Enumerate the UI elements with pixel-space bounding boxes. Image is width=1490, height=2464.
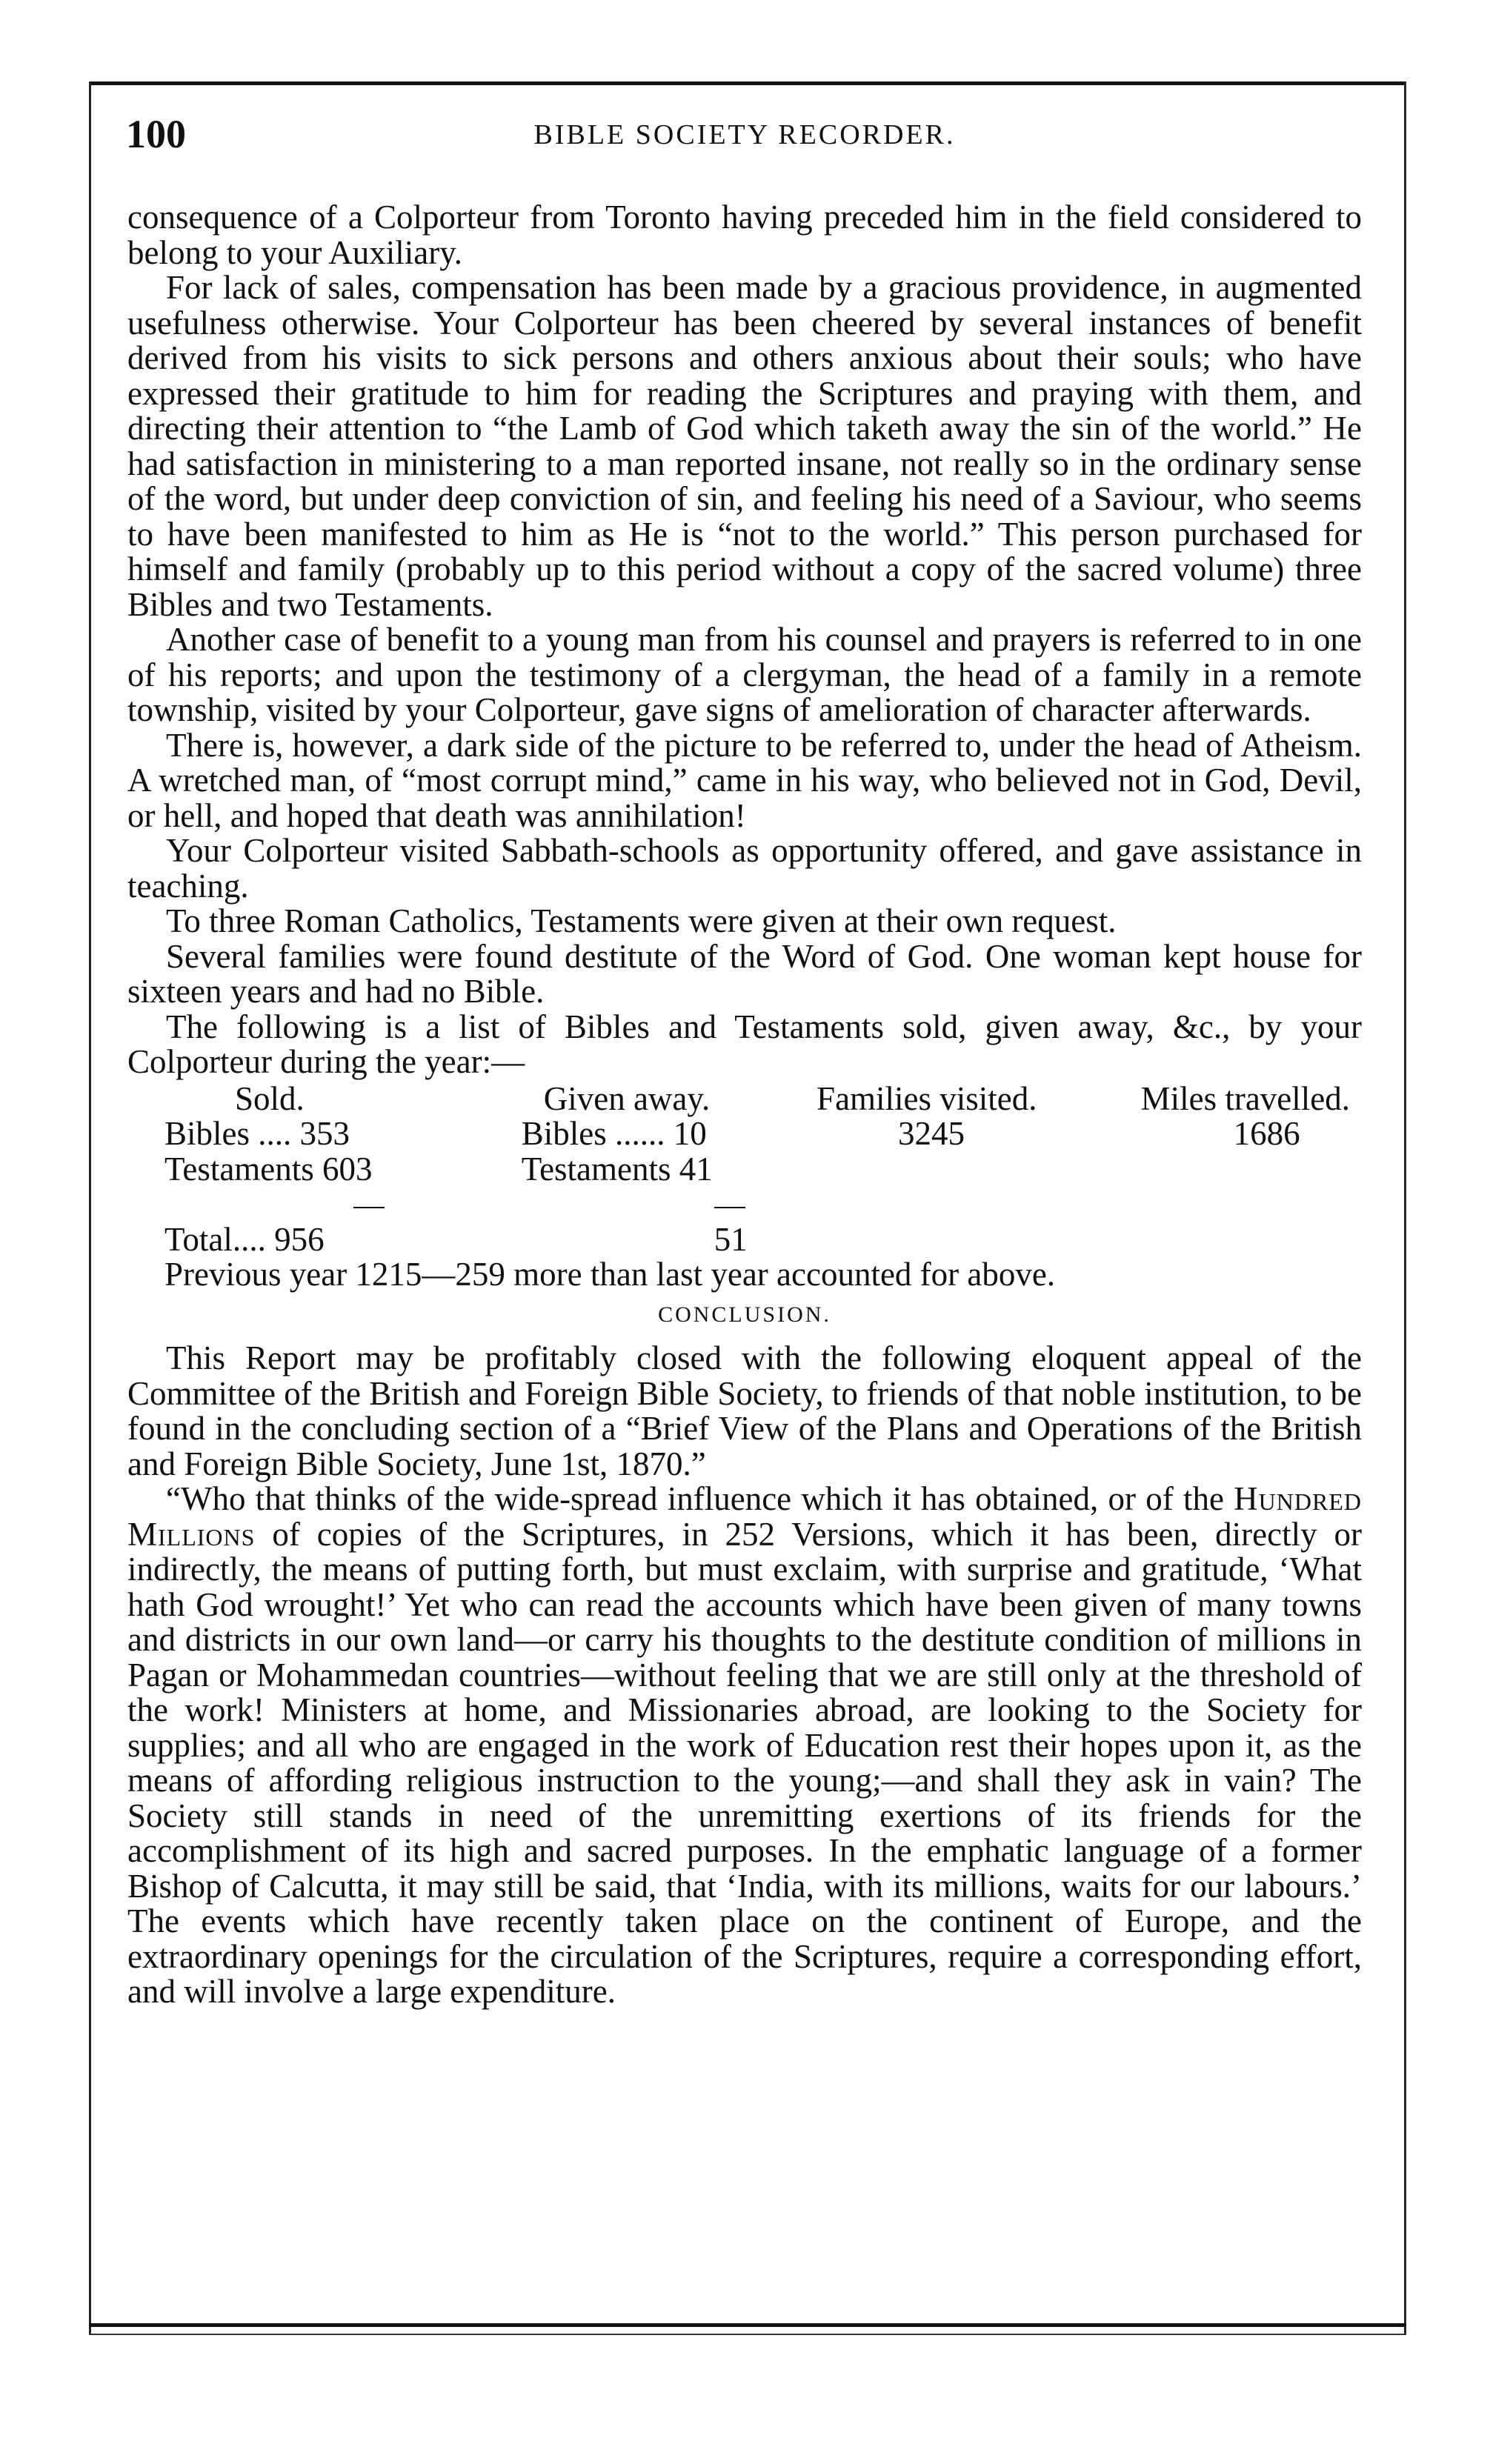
bottom-border-rule	[89, 2323, 1406, 2327]
left-border-rule	[89, 81, 91, 2334]
table-row	[164, 1152, 1350, 1188]
column-header-sold: Sold.	[235, 1079, 305, 1117]
table-total-row	[164, 1222, 1350, 1258]
running-title: BIBLE SOCIETY RECORDER.	[533, 119, 956, 150]
right-border-rule	[1404, 81, 1406, 2334]
table-cell: Total.... 956	[164, 1220, 325, 1258]
column-header-miles-travelled: Miles travelled.	[1140, 1079, 1350, 1117]
previous-year-note: Previous year 1215—259 more than last year accounted for above.	[164, 1256, 1056, 1293]
paragraph-text: “Who that thinks of the wide-spread influence which it has obtained, or of the	[166, 1480, 1234, 1517]
table-cell: Testaments 603	[164, 1150, 373, 1188]
body-text	[127, 200, 1362, 2010]
paragraph: To three Roman Catholics, Testaments were given at their own request.	[166, 902, 1117, 939]
paragraph-text: of copies of the Scriptures, in 252 Versions, which it has been, directly or indirectly, the means of putting forth, but must exclaim, with surprise and gratitude, ‘What hath God wrought!’ Yet who can read the accounts which have been given of many towns and districts in our own land—or carry his thoughts to the destitute condition of millions in Pagan or Mohammedan countries—without feeling that we are still only at the threshold of the work! Ministers at home, and Missionaries abroad, are looking to the Society for supplies; and all who are engaged in the work of Education rest their hopes upon it, as the means of affording religious instruction to the young;—and shall they ask in vain? The Society still stands in need of the unremitting exertions of its friends for the accomplishment of its high and sacred purposes. In the emphatic language of a former Bishop of Calcutta, it may still be said, that ‘India, with its millions, waits for our labours.’ The events which have recently taken place on the continent of Europe, and the extraordinary openings for the circulation of the Scriptures, require a corresponding effort, and will involve a large expenditure.	[127, 1515, 1362, 2010]
table-cell: 3245	[898, 1115, 965, 1152]
table-rule-row	[164, 1187, 1350, 1222]
table-row	[164, 1116, 1350, 1152]
paragraph: This Report may be profitably closed with the following eloquent appeal of the Committee of the British and Foreign Bible Society, to friends of that noble institution, to be found in the concluding section of a “Brief View of the Plans and Operations of the British and Foreign Bible Society, June 1st, 1870.”	[127, 1339, 1362, 1482]
colporteur-stats-table	[164, 1079, 1350, 1258]
page-number: 100	[126, 112, 186, 156]
emphasis-small-caps: Hundred Millions	[127, 1480, 1362, 1553]
table-cell: Testaments 41	[521, 1150, 713, 1188]
paragraph: Several families were found destitute of the Word of God. One woman kept house for sixteen years and had no Bible.	[127, 937, 1362, 1010]
top-border-rule	[89, 81, 1406, 85]
table-cell: Bibles ...... 10	[521, 1115, 707, 1152]
section-heading: CONCLUSION.	[658, 1302, 831, 1327]
sum-rule	[353, 1207, 385, 1208]
paragraph	[127, 1482, 1362, 2010]
paragraph: The following is a list of Bibles and Testaments sold, given away, &c., by your Colporteur during the year:—	[127, 1008, 1362, 1080]
table-cell: 51	[714, 1220, 748, 1258]
paragraph: For lack of sales, compensation has been made by a gracious providence, in augmented usefulness otherwise. Your Colporteur has been cheered by several instances of benefit derived from his visits to sick persons and others anxious about their souls; who have expressed their gratitude to him for reading the Scriptures and praying with them, and directing their attention to “the Lamb of God which taketh away the sin of the world.” He had satisfaction in ministering to a man reported insane, not really so in the ordinary sense of the word, but under deep conviction of sin, and feeling his need of a Saviour, who seems to have been manifested to him as He is “not to the world.” This person purchased for himself and family (probably up to this period without a copy of the sacred volume) three Bibles and two Testaments.	[127, 269, 1362, 623]
page-header	[126, 111, 1363, 163]
paragraph: consequence of a Colporteur from Toronto having preceded him in the field considered to belong to your Auxiliary.	[127, 199, 1362, 271]
column-header-given-away: Given away.	[543, 1079, 711, 1117]
paragraph: There is, however, a dark side of the picture to be referred to, under the head of Atheism. A wretched man, of “most corrupt mind,” came in his way, who believed not in God, Devil, or hell, and hoped that death was annihilation!	[127, 726, 1362, 834]
sum-rule	[714, 1207, 745, 1208]
bottom-border-rule-thin	[89, 2334, 1406, 2335]
column-header-families-visited: Families visited.	[816, 1079, 1037, 1117]
paragraph: Another case of benefit to a young man from his counsel and prayers is referred to in one of his reports; and upon the testimony of a clergyman, the head of a family in a remote township, visited by your Colporteur, gave signs of amelioration of character afterwards.	[127, 621, 1362, 728]
table-header-row	[164, 1082, 1350, 1117]
table-cell: 1686	[1233, 1115, 1300, 1152]
table-cell: Bibles .... 353	[164, 1115, 350, 1152]
paragraph: Your Colporteur visited Sabbath-schools as opportunity offered, and gave assistance in teaching.	[127, 832, 1362, 905]
